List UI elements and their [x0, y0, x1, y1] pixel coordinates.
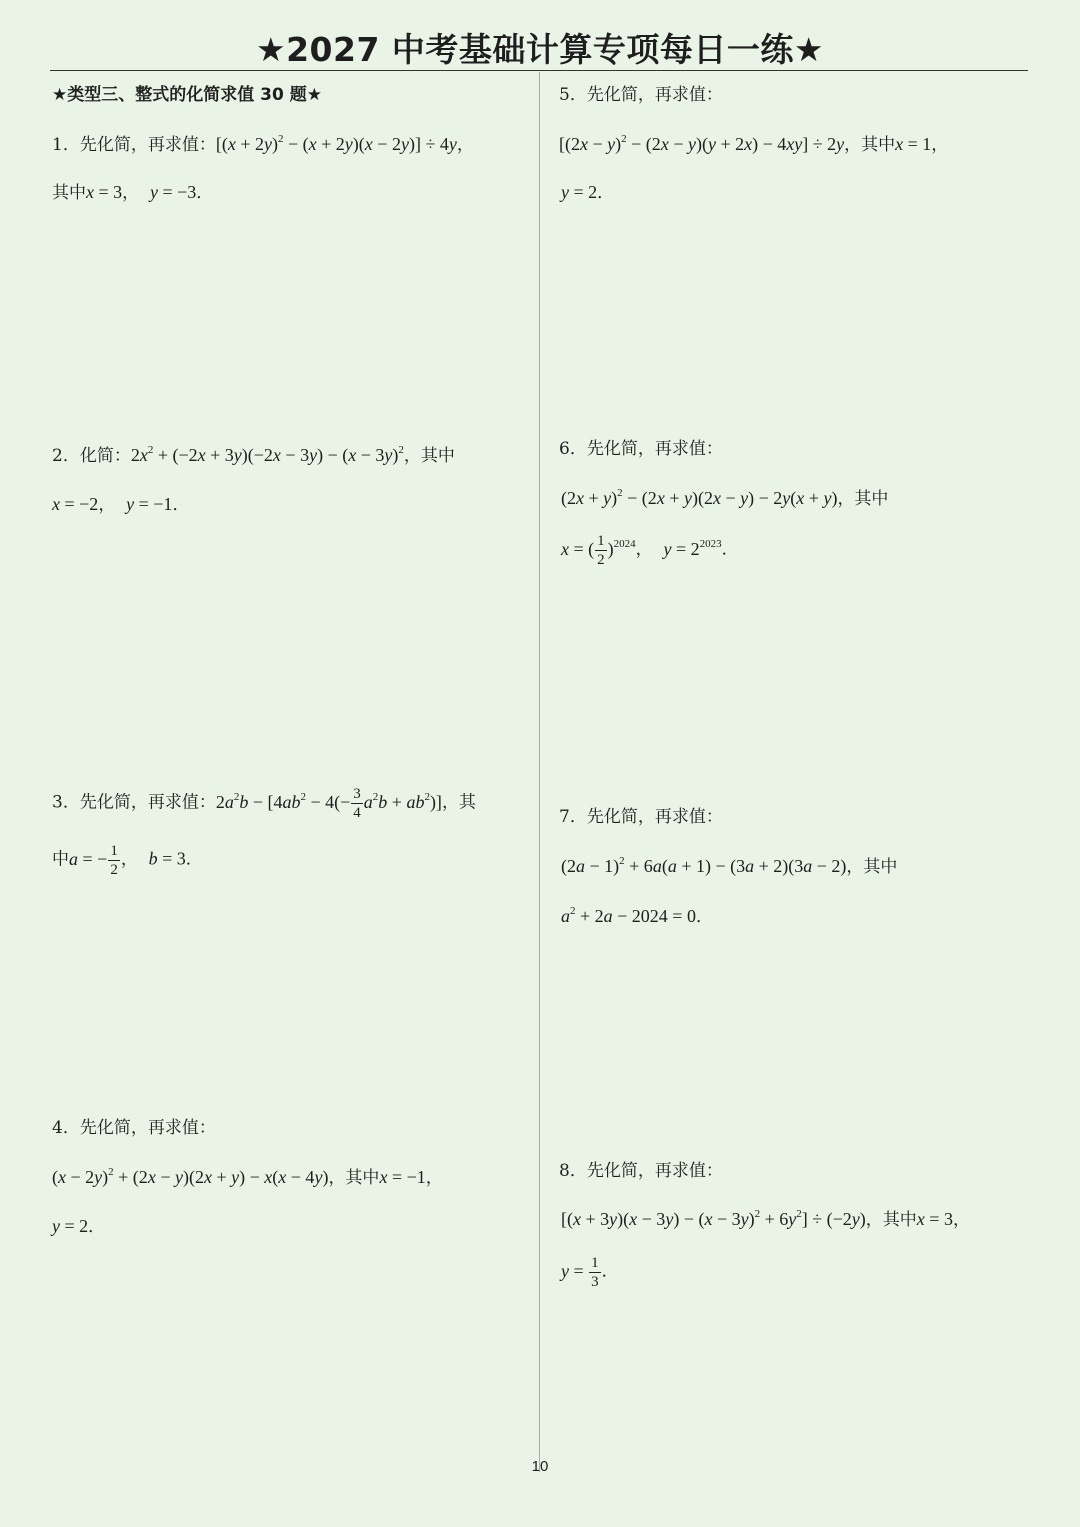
- problem-8-expression: $[(x + 3y)(x - 3y) - (x - 3y)^2 + 6y^2] \div (-2y)$: [561, 1208, 866, 1229]
- problem-5-line-1: [559, 80, 723, 105]
- header-rule: [50, 70, 1028, 71]
- problem-1-line-1: 1．先化简，再求值：$[(x + 2y)^2 - (x + 2y)(x - 2y)] \div 4y$，: [52, 133, 474, 155]
- problem-2-condition: x = −2: [52, 494, 99, 514]
- problem-4-line-3: y = 2．: [52, 1216, 106, 1237]
- problem-7-condition: $a^2 + 2a - 2024 = 0$: [561, 905, 696, 926]
- problem-instruction: 先化简，再求值：: [586, 85, 723, 105]
- problem-4-line-1: [52, 1113, 216, 1138]
- problem-6-expression: $(2x + y)^2 - (2x + y)(2x - y) - 2y(x + y)$: [561, 487, 838, 508]
- problem-4-expression: $(x - 2y)^2 + (2x - y)(2x + y) - x(x - 4y)$: [52, 1166, 329, 1187]
- problem-5-line-3: y = 2．: [561, 182, 615, 203]
- problem-8-condition: y = $\frac{1}{3}$: [561, 1255, 599, 1290]
- problem-8-line-1: [559, 1156, 723, 1181]
- problem-1-line-2: 其中x = 3， y = −3．: [52, 182, 214, 203]
- problem-6-line-1: [559, 434, 723, 459]
- problem-instruction: 先化简，再求值：: [79, 1118, 216, 1138]
- problem-3-line-1: 3．先化简，再求值：$2a^2b - [4ab^2 - 4(-$ $\frac{3}{4}$ $a^2b + ab^2$)]，其: [52, 786, 476, 821]
- problem-number: 4．: [52, 1118, 80, 1138]
- page-number: 10: [531, 1458, 549, 1475]
- problem-7-line-2: $(2a - 1)^2 + 6a(a + 1) - (3a + 2)(3a - 2)$，其中: [561, 855, 898, 877]
- problem-number: 2．: [52, 446, 80, 466]
- problem-5-expression: $[(2x - y)^2 - (2x - y)(y + 2x) - 4xy] \div 2y$: [559, 133, 845, 154]
- problem-1-condition: x = 3: [86, 182, 123, 202]
- problem-3-expression: $2a^2b - [4ab^2 - 4(-$ $\frac{3}{4}$ $a^2b + ab^2$)]: [215, 786, 442, 821]
- problem-3-line-2: 中a = − $\frac{1}{2}$ ， b = 3．: [52, 843, 203, 878]
- column-divider: [539, 72, 540, 1472]
- problem-7-line-1: [559, 802, 723, 827]
- problem-6-condition: x = ( $\frac{1}{2}$ )$^{2024}$: [561, 533, 636, 568]
- problem-instruction: 先化简，再求值：: [79, 135, 216, 155]
- problem-instruction: 先化简，再求值：: [586, 1161, 723, 1181]
- problem-number: 6．: [559, 439, 587, 459]
- problem-8-line-2: $[(x + 3y)(x - 3y) - (x - 3y)^2 + 6y^2] \div (-2y)$，其中x = 3，: [561, 1208, 970, 1230]
- problem-number: 3．: [52, 792, 80, 813]
- problem-7-line-3: $a^2 + 2a - 2024 = 0$．: [561, 905, 713, 927]
- problem-5-line-2: $[(2x - y)^2 - (2x - y)(y + 2x) - 4xy] \div 2y$，其中x = 1，: [559, 133, 949, 155]
- problem-1-expression: $[(x + 2y)^2 - (x + 2y)(x - 2y)] \div 4y$: [215, 133, 457, 154]
- problem-8-line-3: y = $\frac{1}{3}$ ．: [561, 1255, 619, 1290]
- problem-number: 5．: [559, 85, 587, 105]
- problem-6-line-2: $(2x + y)^2 - (2x + y)(2x - y) - 2y(x + y)$，其中: [561, 487, 889, 509]
- problem-4-line-2: $(x - 2y)^2 + (2x - y)(2x + y) - x(x - 4y)$，其中x = −1，: [52, 1166, 443, 1188]
- section-title: ★类型三、整式的化简求值 30 题★: [52, 85, 322, 105]
- problem-number: 1．: [52, 135, 80, 155]
- problem-3-condition: a = − $\frac{1}{2}$: [69, 843, 118, 878]
- problem-7-expression: $(2a - 1)^2 + 6a(a + 1) - (3a + 2)(3a - 2)$: [561, 855, 847, 876]
- problem-2-line-1: 2．化简：$2x^2 + (-2x + 3y)(-2x - 3y) - (x - 3y)^2$，其中: [52, 444, 455, 466]
- problem-instruction: 先化简，再求值：: [79, 792, 216, 813]
- problem-5-condition: y = 2: [561, 182, 598, 202]
- problem-instruction: 先化简，再求值：: [586, 439, 723, 459]
- problem-2-expression: $2x^2 + (-2x + 3y)(-2x - 3y) - (x - 3y)^2$: [130, 444, 404, 465]
- problem-2-line-2: x = −2， y = −1．: [52, 494, 190, 515]
- problem-6-line-3: x = ( $\frac{1}{2}$ )$^{2024}$， $y = 2^{2023}$．: [561, 533, 739, 568]
- problem-number: 8．: [559, 1161, 587, 1181]
- page-title: ★2027 中考基础计算专项每日一练★: [255, 30, 824, 69]
- problem-number: 7．: [559, 807, 587, 827]
- problem-4-condition: y = 2: [52, 1216, 89, 1236]
- problem-instruction: 化简：: [79, 446, 131, 466]
- problem-instruction: 先化简，再求值：: [586, 807, 723, 827]
